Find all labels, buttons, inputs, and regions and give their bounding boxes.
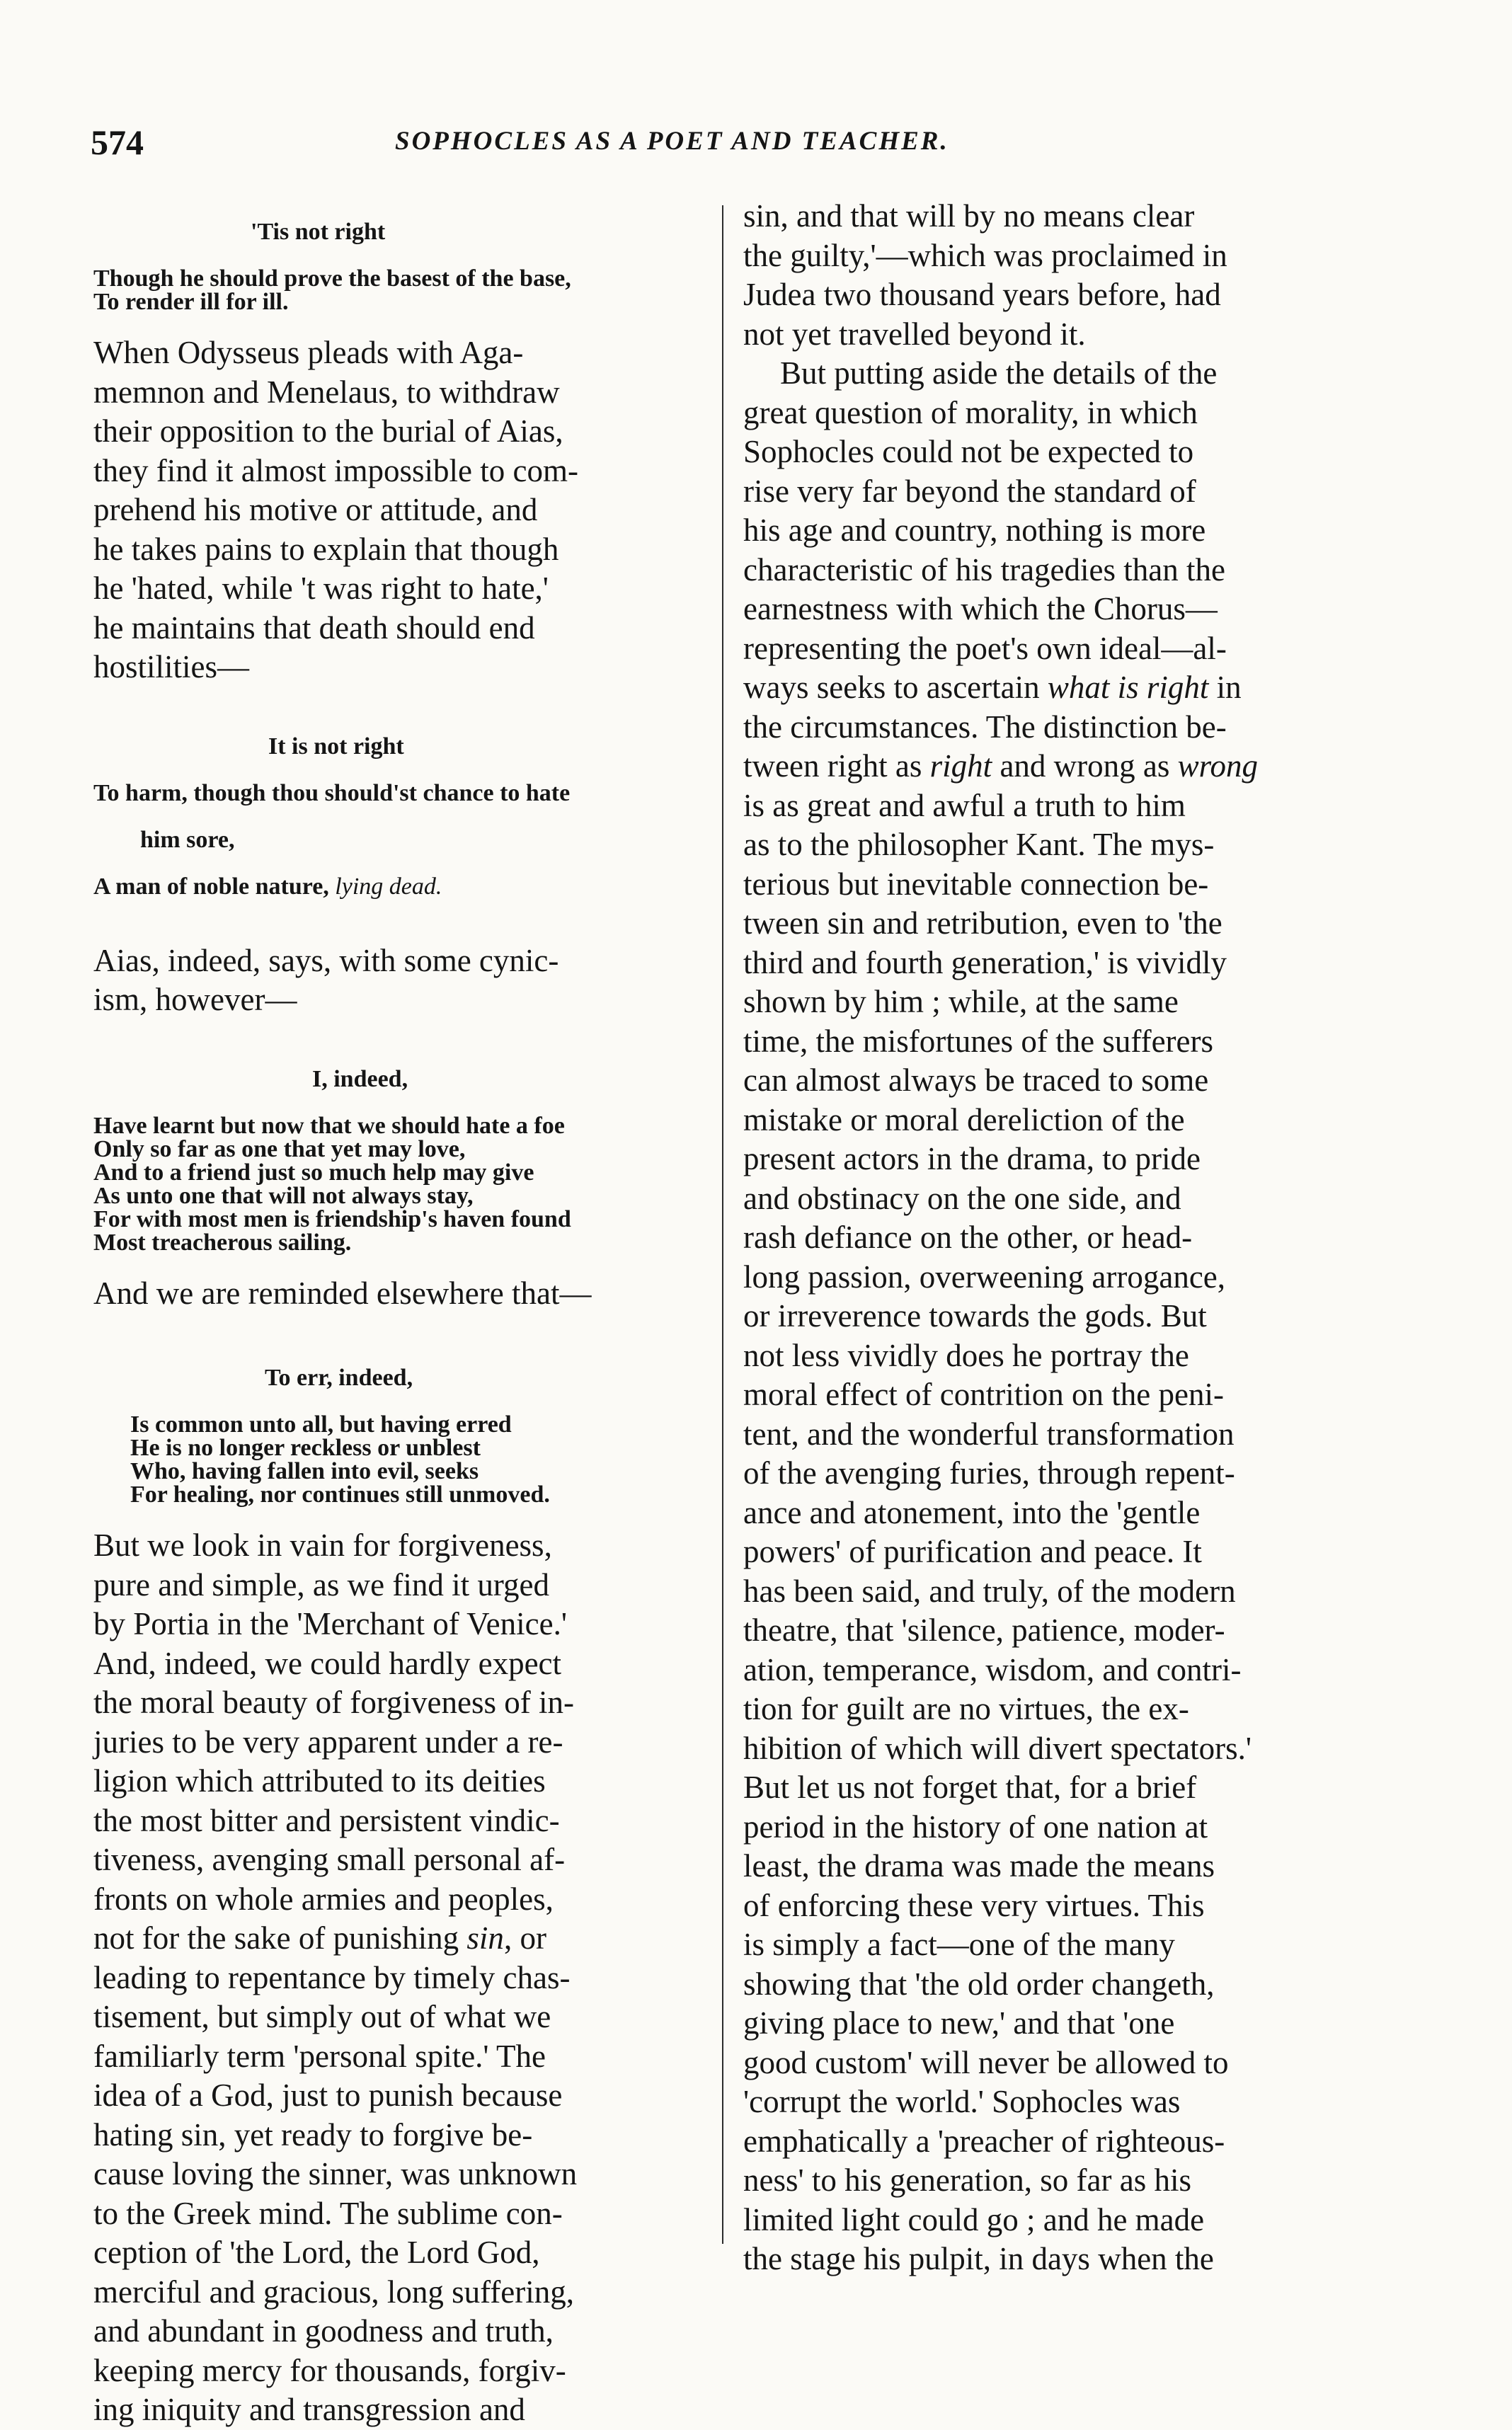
paragraph-text: and wrong as — [992, 748, 1178, 784]
paragraph: sin, and that will by no means clear the guilty,'—which was proclaimed in Judea two thousand years before, had not yet travelled beyond it. — [743, 198, 1227, 352]
page-header — [91, 122, 1358, 164]
italic-word: wrong — [1177, 748, 1259, 784]
verse-quote-2 — [93, 711, 709, 922]
verse-quote-1 — [93, 197, 709, 314]
paragraph — [93, 1526, 709, 2430]
paragraph-text: But we look in vain for forgiveness, pure and simple, as we find it urged by Portia in the 'Merchant of Venice.' And, indeed, we could hardly expect the moral beauty of forgiveness of in- juries to be very apparent under a re- ligion which attributed to its deities the most bitter and persistent vindic- tiveness, avenging small personal af- fronts on whole armies and peoples, not for the sake of punishing — [93, 1528, 574, 1956]
verse-line: him sore, — [140, 826, 235, 853]
right-column — [743, 197, 1352, 2279]
paragraph-text: , or leading to repentance by timely chas- tisement, but simply out of what we familiarly term 'personal spite.' The idea of a God, just to punish because hating sin, yet ready to forgive be- cause loving the sinner, was unknown to the Greek mind. The sublime con- ception of 'the Lord, the Lord God, merciful and gracious, long suffering, and abundant in goodness and truth, keeping mercy for thousands, forgiv- ing iniquity and transgression and — [93, 1920, 578, 2427]
verse-lines: Have learnt but now that we should hate a foe Only so far as one that yet may love, And to a friend just so much help may give As unto one that will not always stay, For with most men is friendship's haven found Most treacherous sailing. — [93, 1112, 571, 1256]
verse-line: A man of noble nature, — [93, 873, 336, 900]
italic-phrase: what is right — [1047, 670, 1209, 705]
verse-lead: I, indeed, — [312, 1065, 408, 1092]
italic-word: right — [929, 748, 992, 784]
paragraph-text: in the circumstances. The distinction be- tween right as — [743, 670, 1242, 784]
italic-word: sin — [466, 1920, 504, 1956]
verse-line: To harm, though thou should'st chance to hate — [93, 779, 571, 806]
paragraph — [743, 354, 1352, 2279]
verse-lead: It is not right — [268, 733, 404, 760]
page-number: 574 — [91, 122, 144, 162]
paragraph: When Odysseus pleads with Aga- memnon and Menelaus, to withdraw their opposition to the burial of Aias, they find it almost impossible to com- prehend his motive or attitude, and he takes pains to explain that though he 'hated, while 't was right to hate,' he maintains that death should end hostilities— — [93, 335, 578, 684]
verse-line-italic: lying dead. — [335, 873, 442, 900]
verse-lead: 'Tis not right — [251, 219, 386, 245]
column-divider — [722, 205, 723, 2244]
paragraph-text: But putting aside the details of the great question of morality, in which Sophocles could not be expected to rise very far beyond the standard of his age and country, nothing is more characteristic of his tragedies than the earnestness with which the Chorus— representing the poet's own ideal—al- ways seeks to ascertain — [743, 355, 1227, 705]
paragraph: Aias, indeed, says, with some cynic- ism, however— — [93, 942, 559, 1017]
verse-lines: Though he should prove the basest of the base, To render ill for ill. — [93, 265, 571, 315]
verse-quote-3 — [93, 1044, 709, 1254]
paragraph: And we are reminded elsewhere that— — [93, 1275, 592, 1311]
verse-lead: To err, indeed, — [265, 1365, 413, 1391]
running-title: SOPHOCLES AS A POET AND TEACHER. — [395, 127, 949, 156]
paragraph-text: is as great and awful a truth to him as to the philosopher Kant. The mys- terious but inevitable connection be- tween sin and retribution, even to 'the third and fourth generation,' is vividly shown by him ; while, at the same time, the misfortunes of the sufferers can almost always be traced to some mistake or moral dereliction of the present actors in the drama, to pride and obstinacy on the one side, and rash defiance on the other, or head- long passion, overweening arrogance, or irreverence towards the gods. But not less vividly does he portray the moral effect of contrition on the peni- tent, and the wonderful transformation of the avenging furies, through repent- ance and atonement, into the 'gentle powers' of purification and peace. It has been said, and truly, of the modern theatre, that 'silence, patience, moder- ation, temperance, wisdom, and contri- tion for guilt are no virtues, the ex- hibition of which will divert spectators.' But let us not forget that, for a brief period in the history of one nation at least, the drama was made the means of enforcing these very virtues. This is simply a fact—one of the many showing that 'the old order changeth, giving place to new,' and that 'one good custom' will never be allowed to 'corrupt the world.' Sophocles was emphatically a 'preacher of righteous- ness' to his generation, so far as his limited light could go ; and he made the stage his pulpit, in days when the — [743, 787, 1252, 2276]
left-column — [93, 197, 709, 2430]
verse-quote-4 — [130, 1343, 709, 1506]
verse-lines: Is common unto all, but having erred He is no longer reckless or unblest Who, having fallen into evil, seeks For healing, nor continues still unmoved. — [130, 1411, 550, 1508]
